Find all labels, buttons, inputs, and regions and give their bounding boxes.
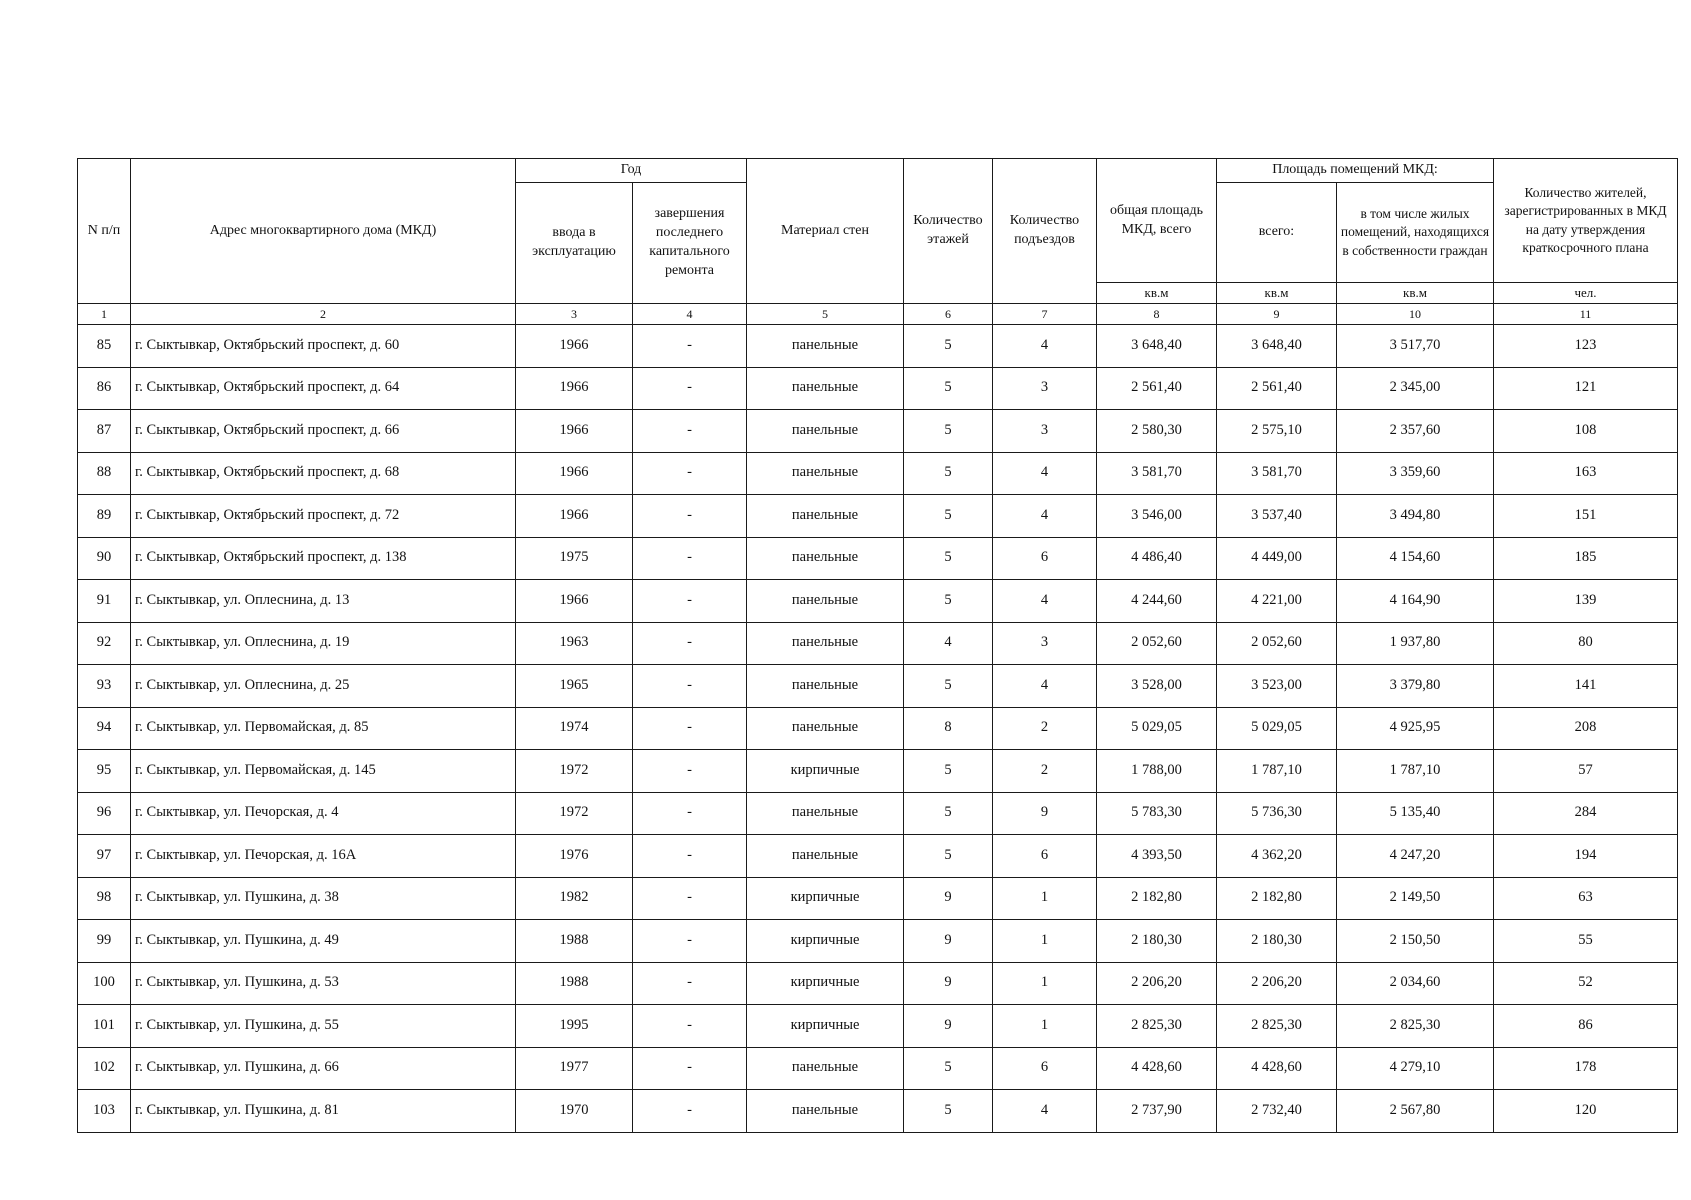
cell-num: 92 [78,622,131,665]
header-year-commission: ввода в эксплуатацию [516,183,633,304]
cell-year-repair: - [633,920,747,963]
column-number: 6 [904,304,993,325]
cell-address: г. Сыктывкар, ул. Оплеснина, д. 19 [131,622,516,665]
table-row [78,1047,1678,1090]
cell-entrances: 3 [993,622,1097,665]
cell-year-repair: - [633,877,747,920]
cell-total-area: 4 428,60 [1097,1047,1217,1090]
table-row [78,495,1678,538]
cell-year-repair: - [633,707,747,750]
cell-total-area: 2 737,90 [1097,1090,1217,1133]
cell-area-living: 3 359,60 [1337,452,1494,495]
cell-wall-material: кирпичные [747,962,904,1005]
cell-wall-material: панельные [747,665,904,708]
cell-address: г. Сыктывкар, ул. Печорская, д. 16А [131,835,516,878]
cell-floors: 5 [904,495,993,538]
cell-area-living: 3 517,70 [1337,325,1494,368]
unit-residents: чел. [1494,283,1678,304]
cell-residents: 141 [1494,665,1678,708]
column-number: 1 [78,304,131,325]
header-area-living: в том числе жилых помещений, находящихся в собственности граждан [1337,183,1494,283]
cell-address: г. Сыктывкар, ул. Пушкина, д. 53 [131,962,516,1005]
cell-year-commission: 1966 [516,410,633,453]
cell-area-all: 2 182,80 [1217,877,1337,920]
cell-area-living: 4 247,20 [1337,835,1494,878]
cell-floors: 5 [904,665,993,708]
cell-residents: 120 [1494,1090,1678,1133]
cell-wall-material: кирпичные [747,750,904,793]
cell-entrances: 4 [993,325,1097,368]
table-row [78,1005,1678,1048]
cell-residents: 123 [1494,325,1678,368]
cell-total-area: 2 206,20 [1097,962,1217,1005]
cell-area-living: 5 135,40 [1337,792,1494,835]
cell-area-all: 2 180,30 [1217,920,1337,963]
cell-wall-material: панельные [747,792,904,835]
cell-floors: 9 [904,877,993,920]
cell-area-all: 2 732,40 [1217,1090,1337,1133]
cell-floors: 5 [904,452,993,495]
cell-year-commission: 1976 [516,835,633,878]
cell-entrances: 3 [993,410,1097,453]
cell-wall-material: панельные [747,410,904,453]
cell-residents: 121 [1494,367,1678,410]
cell-area-all: 5 736,30 [1217,792,1337,835]
cell-area-all: 3 648,40 [1217,325,1337,368]
cell-year-commission: 1966 [516,325,633,368]
cell-area-all: 2 206,20 [1217,962,1337,1005]
mkd-table [77,158,1678,1133]
cell-total-area: 5 783,30 [1097,792,1217,835]
cell-area-living: 2 149,50 [1337,877,1494,920]
column-number: 8 [1097,304,1217,325]
column-number-row [78,304,1678,325]
cell-num: 88 [78,452,131,495]
column-number: 11 [1494,304,1678,325]
table-header [78,159,1678,325]
cell-address: г. Сыктывкар, ул. Пушкина, д. 38 [131,877,516,920]
header-year-repair: завершения последнего капитального ремонта [633,183,747,304]
cell-total-area: 3 546,00 [1097,495,1217,538]
cell-num: 93 [78,665,131,708]
header-wall: Материал стен [747,159,904,304]
cell-residents: 194 [1494,835,1678,878]
cell-area-all: 4 221,00 [1217,580,1337,623]
cell-area-all: 3 537,40 [1217,495,1337,538]
cell-residents: 178 [1494,1047,1678,1090]
cell-residents: 163 [1494,452,1678,495]
cell-year-repair: - [633,537,747,580]
unit-area-all: кв.м [1217,283,1337,304]
table-row [78,410,1678,453]
cell-year-repair: - [633,452,747,495]
cell-address: г. Сыктывкар, Октябрьский проспект, д. 66 [131,410,516,453]
cell-area-all: 3 581,70 [1217,452,1337,495]
cell-entrances: 4 [993,495,1097,538]
cell-address: г. Сыктывкар, ул. Пушкина, д. 49 [131,920,516,963]
cell-entrances: 4 [993,580,1097,623]
cell-residents: 108 [1494,410,1678,453]
cell-area-all: 2 561,40 [1217,367,1337,410]
cell-area-all: 2 575,10 [1217,410,1337,453]
header-area-all: всего: [1217,183,1337,283]
cell-area-living: 1 937,80 [1337,622,1494,665]
column-number: 3 [516,304,633,325]
cell-address: г. Сыктывкар, ул. Первомайская, д. 85 [131,707,516,750]
cell-total-area: 4 393,50 [1097,835,1217,878]
cell-area-all: 2 052,60 [1217,622,1337,665]
cell-residents: 63 [1494,877,1678,920]
cell-num: 85 [78,325,131,368]
cell-total-area: 3 648,40 [1097,325,1217,368]
cell-floors: 8 [904,707,993,750]
cell-area-living: 2 825,30 [1337,1005,1494,1048]
cell-year-repair: - [633,835,747,878]
cell-area-living: 2 345,00 [1337,367,1494,410]
table-row [78,537,1678,580]
cell-wall-material: панельные [747,707,904,750]
column-number: 5 [747,304,904,325]
cell-year-repair: - [633,325,747,368]
cell-num: 96 [78,792,131,835]
cell-floors: 9 [904,920,993,963]
cell-area-all: 4 362,20 [1217,835,1337,878]
table-row [78,367,1678,410]
cell-num: 98 [78,877,131,920]
cell-num: 90 [78,537,131,580]
cell-entrances: 1 [993,962,1097,1005]
cell-year-commission: 1972 [516,750,633,793]
cell-year-repair: - [633,750,747,793]
cell-wall-material: панельные [747,622,904,665]
header-total-area: общая площадь МКД, всего [1097,159,1217,283]
cell-num: 86 [78,367,131,410]
cell-address: г. Сыктывкар, Октябрьский проспект, д. 72 [131,495,516,538]
header-year-group: Год [516,159,747,183]
table-row [78,792,1678,835]
cell-num: 94 [78,707,131,750]
table-row [78,750,1678,793]
header-entrances: Количество подъездов [993,159,1097,304]
table-row [78,835,1678,878]
cell-wall-material: кирпичные [747,920,904,963]
unit-total-area: кв.м [1097,283,1217,304]
cell-num: 87 [78,410,131,453]
cell-year-commission: 1972 [516,792,633,835]
cell-wall-material: панельные [747,537,904,580]
cell-year-commission: 1988 [516,920,633,963]
cell-address: г. Сыктывкар, Октябрьский проспект, д. 68 [131,452,516,495]
cell-year-repair: - [633,1090,747,1133]
cell-area-living: 1 787,10 [1337,750,1494,793]
cell-entrances: 4 [993,452,1097,495]
cell-total-area: 4 244,60 [1097,580,1217,623]
cell-entrances: 6 [993,537,1097,580]
column-number: 10 [1337,304,1494,325]
cell-year-commission: 1965 [516,665,633,708]
cell-area-all: 5 029,05 [1217,707,1337,750]
cell-year-repair: - [633,792,747,835]
cell-wall-material: панельные [747,835,904,878]
cell-address: г. Сыктывкар, ул. Пушкина, д. 81 [131,1090,516,1133]
cell-area-living: 3 494,80 [1337,495,1494,538]
cell-residents: 208 [1494,707,1678,750]
table-row [78,622,1678,665]
cell-floors: 5 [904,580,993,623]
cell-wall-material: панельные [747,495,904,538]
cell-year-commission: 1982 [516,877,633,920]
cell-wall-material: панельные [747,580,904,623]
cell-residents: 185 [1494,537,1678,580]
table-row [78,325,1678,368]
cell-area-living: 4 154,60 [1337,537,1494,580]
cell-year-commission: 1975 [516,537,633,580]
cell-num: 100 [78,962,131,1005]
column-number: 9 [1217,304,1337,325]
table-row [78,707,1678,750]
cell-entrances: 4 [993,1090,1097,1133]
cell-floors: 5 [904,750,993,793]
cell-area-living: 4 925,95 [1337,707,1494,750]
cell-num: 97 [78,835,131,878]
cell-total-area: 2 180,30 [1097,920,1217,963]
cell-address: г. Сыктывкар, ул. Печорская, д. 4 [131,792,516,835]
cell-residents: 86 [1494,1005,1678,1048]
cell-entrances: 2 [993,750,1097,793]
header-num: N п/п [78,159,131,304]
cell-floors: 9 [904,1005,993,1048]
header-residents: Количество жителей, зарегистрированных в МКД на дату утверждения краткосрочного плана [1494,159,1678,283]
cell-floors: 5 [904,835,993,878]
column-number: 4 [633,304,747,325]
cell-address: г. Сыктывкар, ул. Оплеснина, д. 13 [131,580,516,623]
cell-year-repair: - [633,1047,747,1090]
cell-total-area: 3 528,00 [1097,665,1217,708]
cell-year-commission: 1977 [516,1047,633,1090]
cell-floors: 5 [904,325,993,368]
cell-entrances: 3 [993,367,1097,410]
cell-entrances: 1 [993,877,1097,920]
cell-total-area: 3 581,70 [1097,452,1217,495]
cell-num: 99 [78,920,131,963]
cell-floors: 9 [904,962,993,1005]
cell-floors: 4 [904,622,993,665]
cell-area-living: 4 279,10 [1337,1047,1494,1090]
cell-address: г. Сыктывкар, Октябрьский проспект, д. 60 [131,325,516,368]
cell-residents: 151 [1494,495,1678,538]
cell-total-area: 5 029,05 [1097,707,1217,750]
table-row [78,1090,1678,1133]
cell-area-all: 4 428,60 [1217,1047,1337,1090]
header-floors: Количество этажей [904,159,993,304]
header-address: Адрес многоквартирного дома (МКД) [131,159,516,304]
cell-area-all: 3 523,00 [1217,665,1337,708]
cell-year-commission: 1995 [516,1005,633,1048]
cell-wall-material: кирпичные [747,1005,904,1048]
cell-wall-material: панельные [747,452,904,495]
cell-residents: 52 [1494,962,1678,1005]
cell-floors: 5 [904,537,993,580]
cell-year-repair: - [633,665,747,708]
cell-address: г. Сыктывкар, ул. Оплеснина, д. 25 [131,665,516,708]
cell-num: 101 [78,1005,131,1048]
cell-residents: 55 [1494,920,1678,963]
cell-total-area: 2 561,40 [1097,367,1217,410]
cell-year-repair: - [633,410,747,453]
cell-year-commission: 1966 [516,367,633,410]
cell-floors: 5 [904,367,993,410]
cell-total-area: 2 580,30 [1097,410,1217,453]
cell-year-commission: 1966 [516,580,633,623]
cell-year-commission: 1988 [516,962,633,1005]
cell-entrances: 1 [993,1005,1097,1048]
cell-wall-material: кирпичные [747,877,904,920]
cell-residents: 139 [1494,580,1678,623]
cell-residents: 284 [1494,792,1678,835]
cell-area-living: 2 150,50 [1337,920,1494,963]
cell-total-area: 1 788,00 [1097,750,1217,793]
cell-year-repair: - [633,962,747,1005]
cell-area-living: 2 357,60 [1337,410,1494,453]
cell-total-area: 2 052,60 [1097,622,1217,665]
cell-address: г. Сыктывкар, ул. Пушкина, д. 66 [131,1047,516,1090]
table-row [78,877,1678,920]
cell-year-commission: 1974 [516,707,633,750]
cell-year-commission: 1966 [516,452,633,495]
cell-year-repair: - [633,622,747,665]
cell-year-repair: - [633,495,747,538]
cell-entrances: 4 [993,665,1097,708]
cell-residents: 80 [1494,622,1678,665]
table-row [78,665,1678,708]
cell-area-all: 1 787,10 [1217,750,1337,793]
cell-year-repair: - [633,367,747,410]
cell-floors: 5 [904,410,993,453]
cell-year-commission: 1970 [516,1090,633,1133]
cell-num: 95 [78,750,131,793]
cell-num: 89 [78,495,131,538]
cell-entrances: 6 [993,1047,1097,1090]
cell-entrances: 2 [993,707,1097,750]
cell-wall-material: панельные [747,1090,904,1133]
table-row [78,580,1678,623]
cell-year-commission: 1966 [516,495,633,538]
cell-num: 91 [78,580,131,623]
cell-entrances: 1 [993,920,1097,963]
cell-entrances: 9 [993,792,1097,835]
cell-area-all: 2 825,30 [1217,1005,1337,1048]
cell-total-area: 2 825,30 [1097,1005,1217,1048]
cell-area-living: 4 164,90 [1337,580,1494,623]
cell-year-repair: - [633,580,747,623]
cell-area-all: 4 449,00 [1217,537,1337,580]
cell-floors: 5 [904,1047,993,1090]
cell-wall-material: панельные [747,367,904,410]
header-area-group: Площадь помещений МКД: [1217,159,1494,183]
cell-total-area: 2 182,80 [1097,877,1217,920]
cell-wall-material: панельные [747,325,904,368]
cell-floors: 5 [904,1090,993,1133]
cell-address: г. Сыктывкар, ул. Пушкина, д. 55 [131,1005,516,1048]
cell-wall-material: панельные [747,1047,904,1090]
cell-area-living: 2 567,80 [1337,1090,1494,1133]
table-row [78,962,1678,1005]
unit-area-living: кв.м [1337,283,1494,304]
cell-residents: 57 [1494,750,1678,793]
cell-num: 102 [78,1047,131,1090]
cell-address: г. Сыктывкар, ул. Первомайская, д. 145 [131,750,516,793]
cell-year-commission: 1963 [516,622,633,665]
table-row [78,452,1678,495]
table-row [78,920,1678,963]
cell-entrances: 6 [993,835,1097,878]
cell-num: 103 [78,1090,131,1133]
cell-area-living: 3 379,80 [1337,665,1494,708]
table-body [78,325,1678,1133]
cell-address: г. Сыктывкар, Октябрьский проспект, д. 138 [131,537,516,580]
cell-year-repair: - [633,1005,747,1048]
cell-total-area: 4 486,40 [1097,537,1217,580]
column-number: 2 [131,304,516,325]
column-number: 7 [993,304,1097,325]
cell-area-living: 2 034,60 [1337,962,1494,1005]
cell-address: г. Сыктывкар, Октябрьский проспект, д. 64 [131,367,516,410]
cell-floors: 5 [904,792,993,835]
